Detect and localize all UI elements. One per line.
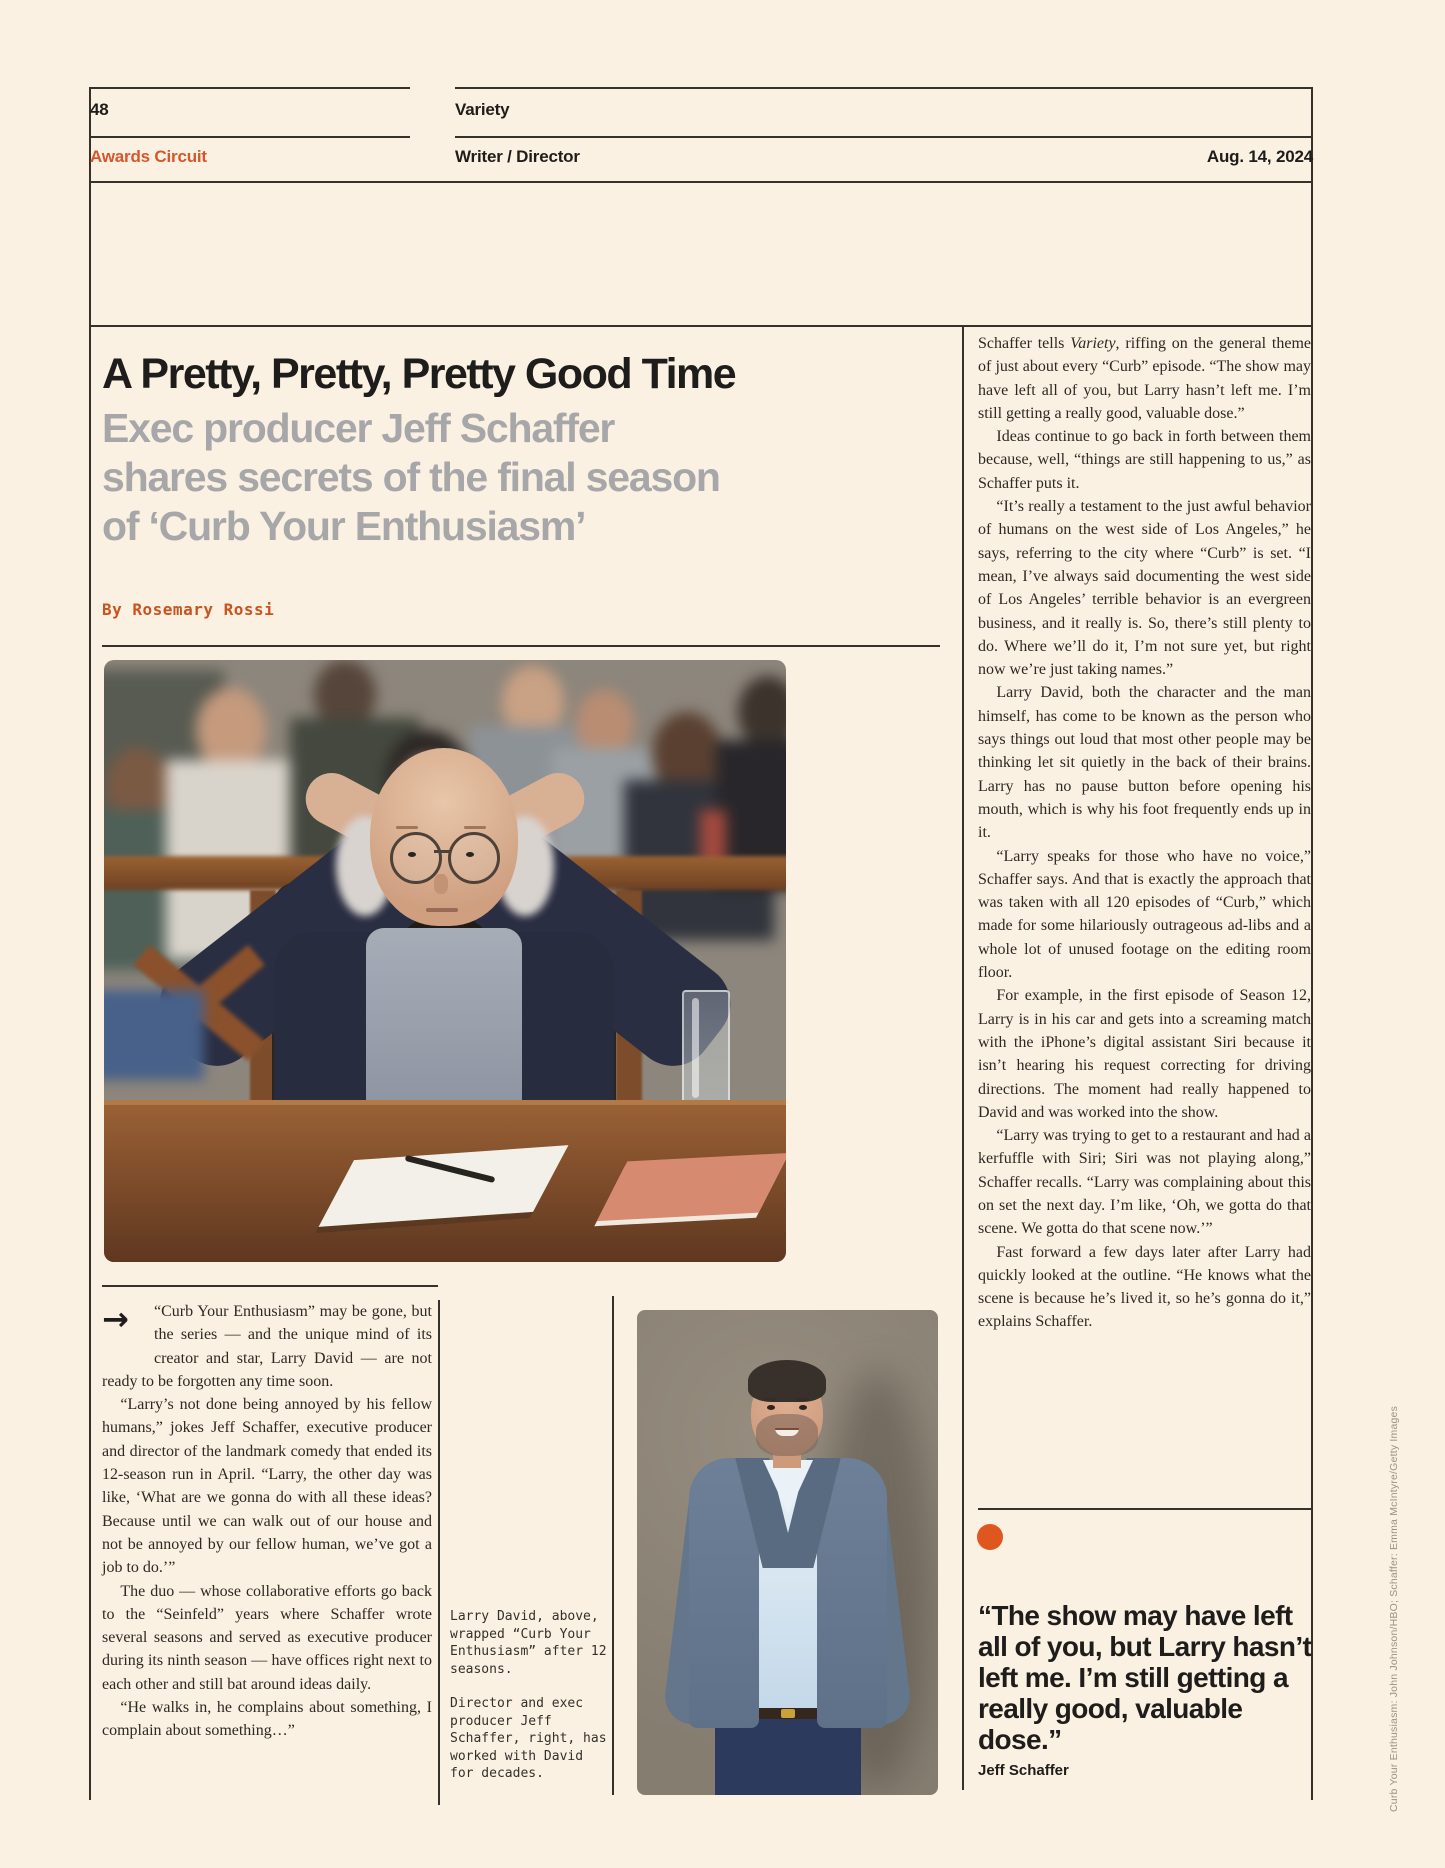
issue-date: Aug. 14, 2024 — [1206, 147, 1313, 166]
water-glass — [682, 990, 730, 1112]
larry-nose — [434, 874, 448, 894]
article-paragraph: “Larry speaks for those who have no voice,” Schaffer says. And that is exactly the approach that was taken with all 120 episodes of “Curb,” which made for some hilariously outrageous ad-libs and a whole lot of unused footage on the editing room floor. — [978, 847, 1311, 982]
left-column-rule — [102, 1285, 438, 1287]
column-divider-caption — [612, 1296, 614, 1795]
larry-eye-right — [466, 852, 474, 857]
article-paragraph: The duo — whose collaborative efforts go back to the “Seinfeld” years where Schaffer wrote several seasons and served as executive producer during its ninth season — have offices right next to each other and still bat around ideas daily. — [102, 1582, 432, 1693]
schaffer-eyebrow-right — [797, 1398, 809, 1401]
article-paragraph — [102, 1300, 432, 1393]
photo-credit: Curb Your Enthusiasm: John Johnson/HBO; Schaffer: Emma McIntyre/Getty Images — [1388, 1405, 1400, 1812]
larry-eyebrow-right — [464, 826, 486, 829]
caption-larry: Larry David, above, wrapped “Curb Your Enthusiasm” after 12 seasons. — [450, 1609, 607, 1677]
larry-glasses-right-lens — [448, 832, 500, 884]
jeff-schaffer-photo — [637, 1310, 938, 1795]
schaffer-eye-right — [799, 1405, 807, 1410]
subtitle-line-1: Exec producer Jeff Schaffer — [102, 405, 615, 451]
article-paragraph: Fast forward a few days later after Larry had quickly looked at the outline. “He knows what the scene is because he’s lived it, so he’s gonna do it,” explains Schaffer. — [978, 1243, 1311, 1331]
schaffer-belt-buckle — [781, 1709, 795, 1718]
header-rule-top-right — [455, 87, 1313, 89]
larry-eye-left — [408, 852, 416, 857]
column-divider-left — [438, 1300, 440, 1805]
article-paragraph: Ideas continue to go back in forth between them because, well, “things are still happening to us,” as Schaffer puts it. — [978, 428, 1311, 492]
orange-dot-marker — [977, 1524, 1003, 1550]
pull-quote-rule — [978, 1508, 1311, 1510]
header-rule-mid-left — [90, 136, 410, 138]
header-rule-top-left — [90, 87, 410, 89]
section-label: Awards Circuit — [90, 147, 207, 166]
paragraph-text: , riffing on the general theme of just about every “Curb” episode. “The show may have left all of you, but Larry hasn’t left me. I’m still getting a really good, valuable dose.” — [978, 335, 1311, 422]
article-title: A Pretty, Pretty, Pretty Good Time — [102, 350, 736, 398]
content-top-rule — [90, 325, 1313, 327]
article-paragraph: Larry David, both the character and the man himself, has come to be known as the person who says things out loud that most other people may be thinking let sit quietly in the back of their brains. Larry has no pause button before opening his mouth, which is why his foot frequently ends up in it. — [978, 684, 1311, 842]
column-divider-main — [962, 325, 964, 1790]
pull-quote-attribution: Jeff Schaffer — [978, 1762, 1069, 1779]
larry-tshirt — [366, 928, 522, 1108]
schaffer-jeans — [715, 1718, 861, 1795]
page-frame-left — [89, 87, 91, 1800]
paragraph-text: “Curb Your Enthusiasm” may be gone, but the series — and the unique mind of its creator and star, Larry David — are not ready to be forgotten any time soon. — [102, 1303, 432, 1390]
schaffer-hair — [748, 1360, 826, 1402]
page-number: 48 — [90, 100, 109, 119]
schaffer-eye-left — [767, 1405, 775, 1410]
byline: By Rosemary Rossi — [102, 600, 275, 619]
article-paragraph: “It’s really a testament to the just awful behavior of humans on the west side of Los Angeles,” he says, referring to the city where “Curb” is set. “I mean, I’ve always said documenting the west side of Los Angeles’ terrible behavior is an evergreen business, and it really is. So, there’s still plenty to do. Where we’ll do it, I’m not sure yet, but right now we’re just taking names.” — [978, 498, 1311, 679]
page-frame-right — [1311, 87, 1313, 1800]
brand-title: Variety — [455, 100, 510, 119]
photo-captions — [450, 1608, 608, 1800]
larry-glasses-bridge — [434, 850, 450, 853]
crowd-figure — [738, 676, 786, 748]
salmon-folder — [597, 1153, 786, 1221]
larry-david-courtroom-photo — [104, 660, 786, 1262]
caption-schaffer: Director and exec producer Jeff Schaffer, right, has worked with David for decades. — [450, 1696, 607, 1781]
desk-edge-highlight — [104, 1100, 786, 1105]
subtitle-line-2: shares secrets of the final season — [102, 454, 720, 500]
header-rule-mid-right — [455, 136, 1313, 138]
schaffer-eyebrow-left — [765, 1398, 777, 1401]
subtitle-line-3: of ‘Curb Your Enthusiasm’ — [102, 503, 586, 549]
article-paragraph: “Larry was trying to get to a restaurant and had a kerfuffle with Siri; Siri was not playing along,” Schaffer recalls. “Larry was complaining about this on set the next day. I’m like, ‘Oh, we gotta do that scene. We gotta do that scene now.’” — [978, 1127, 1311, 1238]
article-subtitle — [102, 404, 802, 551]
larry-head — [370, 748, 518, 926]
larry-mouth — [426, 908, 458, 912]
arrow-right-icon: → — [102, 1300, 129, 1338]
category-label: Writer / Director — [455, 147, 580, 166]
pull-quote: “The show may have left all of you, but Larry hasn’t left me. I’m still getting a really good, valuable dose.” — [978, 1600, 1312, 1755]
byline-rule — [102, 645, 940, 647]
larry-eyebrow-left — [396, 826, 418, 829]
variety-italic: Variety — [1070, 335, 1116, 352]
article-left-column — [102, 1300, 432, 1743]
article-paragraph: For example, in the first episode of Season 12, Larry is in his car and gets into a screaming match with the iPhone’s digital assistant Siri because it isn’t hearing his request correcting for driving directions. The moment had really happened to David and was worked into the show. — [978, 987, 1311, 1121]
blurred-jeans-left — [104, 990, 204, 1080]
glass-highlight — [692, 998, 699, 1098]
article-right-column — [978, 332, 1311, 1334]
header-rule-bottom — [90, 181, 1313, 183]
article-paragraph: “Larry’s not done being annoyed by his fellow humans,” jokes Jeff Schaffer, executive producer and director of the landmark comedy that ended its 12-season run in April. “Larry, the other day was like, ‘What are we gonna do with all these ideas? Because until we can walk out of our house and not be annoyed by our fellow human, we’ve got a job to do.’” — [102, 1396, 432, 1577]
article-paragraph: “He walks in, he complains about something, I complain about something…” — [102, 1699, 432, 1740]
paragraph-text: Schaffer tells — [978, 335, 1071, 352]
article-paragraph — [978, 332, 1311, 425]
